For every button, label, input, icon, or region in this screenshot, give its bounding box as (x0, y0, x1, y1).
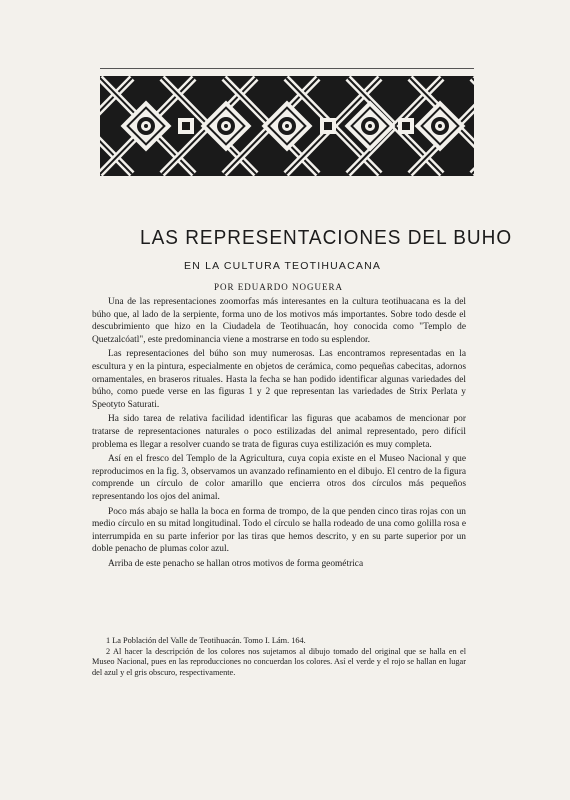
article-byline: POR EDUARDO NOGUERA (214, 282, 344, 292)
frieze-medallion-dot (285, 124, 289, 128)
paragraph: Una de las representaciones zoomorfas más interesantes en la cultura teotihuacana es la del búho que, al lado de la serpiente, forma uno de los motivos más importantes. Sobre todo desde el descubrimiento que hizo en la Ciudadela de Teotihuacán, hoy conocida como "Templo de Quetzalcóatl", este predominancia viene a mostrarse en todo su esplendor. (92, 297, 466, 345)
paragraph: Así en el fresco del Templo de la Agricultura, cuya copia existe en el Museo Nacional y que reproducimos en la fig. 3, observamos un avanzado refinamiento en el dibujo. El centro de la figura comprende un círculo de color amarillo que encierra otros dos círculos más pequeños representando los ojos del animal. (92, 454, 466, 502)
paragraph: Las representaciones del búho son muy numerosas. Las encontramos representadas en la escultura y en la pintura, especialmente en objetos de cerámica, como pequeñas cabecitas, adornos ornamentales, en braseros rituales. Hasta la fecha se han podido identificar algunas variedades del búho, como puede verse en las figuras 1 y 2 que representan las variedades de Strix Perlata y Speotyto Saturati. (92, 349, 466, 410)
frieze-small-square-core (182, 122, 190, 130)
frieze-medallion-dot (224, 124, 228, 128)
paragraph: Arriba de este penacho se hallan otros motivos de forma geométrica (108, 558, 364, 569)
footnote: 1 La Población del Valle de Teotihuacán. Tomo I. Lám. 164. (106, 636, 306, 645)
paragraph: Ha sido tarea de relativa facilidad identificar las figuras que acabamos de mencionar por tratarse de representaciones naturales o poco estilizadas del animal representado, pero difícil problema es llegar a resolver cuando se trata de figuras cuya estilización es muy completa. (92, 414, 466, 450)
footnote: 2 Al hacer la descripción de los colores nos sujetamos al dibujo tomado del original que se halla en el Museo Nacional, pues en las reproducciones no concuerdan los colores. Así el verde y el rojo se hallan en lugar del azul y el gris obscuro, respectivamente. (92, 646, 466, 677)
paragraph: Poco más abajo se halla la boca en forma de trompo, de la que penden cinco tiras rojas con un medio círculo en su mitad longitudinal. Todo el círculo se halla rodeado de una como golilla rosa e interrumpida en su parte inferior por las tiras que hemos descrito, y en su parte superior por un doble penacho de plumas color azul. (92, 506, 466, 555)
frieze-medallion-dot (368, 124, 372, 128)
frieze-medallion-dot (438, 124, 442, 128)
top-rule (100, 68, 474, 69)
article-body (92, 296, 466, 570)
frieze-top-band (100, 72, 474, 76)
frieze-illustration (100, 72, 474, 180)
footnotes (92, 636, 466, 678)
frieze-bottom-band (100, 176, 474, 180)
frieze-small-square-core (324, 122, 332, 130)
decorative-frieze (100, 72, 474, 180)
frieze-small-square-core (402, 122, 410, 130)
frieze-medallion-dot (144, 124, 148, 128)
article-subtitle: EN LA CULTURA TEOTIHUACANA (184, 260, 382, 272)
article-title: LAS REPRESENTACIONES DEL BUHO (140, 227, 513, 250)
